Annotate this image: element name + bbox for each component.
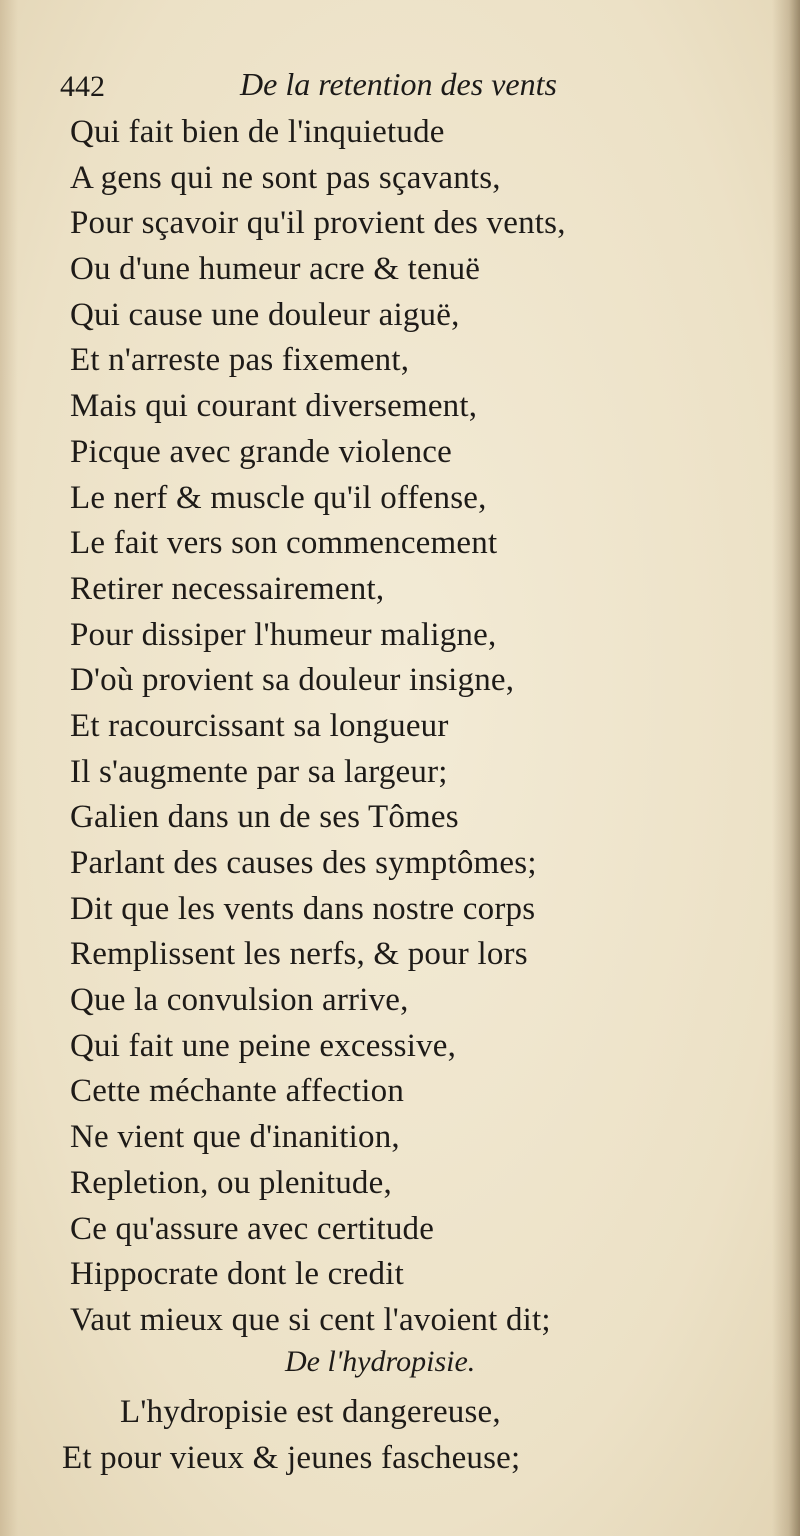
verse-line: Qui cause une douleur aiguë, [70, 296, 460, 333]
page-gutter-shadow [772, 0, 800, 1536]
verse-line: Pour dissiper l'humeur maligne, [70, 616, 497, 653]
verse-line: D'où provient sa douleur insigne, [70, 662, 515, 699]
verse-line: Le nerf & muscle qu'il offense, [70, 479, 487, 516]
verse-line: Il s'augmente par sa largeur; [70, 753, 448, 790]
running-head: De la retention des vents [240, 66, 557, 102]
verse-line: A gens qui ne sont pas sçavants, [70, 159, 501, 196]
verse-line: Remplissent les nerfs, & pour lors [70, 936, 528, 973]
page-number: 442 [60, 70, 105, 103]
page-left-edge [0, 0, 18, 1536]
verse-line: Parlant des causes des symptômes; [70, 845, 537, 881]
page-header [60, 62, 680, 112]
verse-block [70, 110, 750, 1344]
verse-line: Ne vient que d'inanition, [70, 1119, 400, 1156]
verse-line: Pour sçavoir qu'il provient des vents, [70, 205, 566, 242]
verse-line: Ou d'une humeur acre & tenuë [70, 251, 481, 288]
verse-line: L'hydropisie est dangereuse, [120, 1394, 501, 1430]
verse-line: Ce qu'assure avec certitude [70, 1210, 435, 1247]
verse-line: Mais qui courant diversement, [70, 388, 478, 425]
verse-line: Le fait vers son commencement [70, 525, 498, 562]
verse-line: Qui fait bien de l'inquietude [70, 114, 445, 150]
verse-line: Cette méchante affection [70, 1073, 405, 1110]
section-title: De l'hydropisie. [285, 1345, 476, 1378]
verse-line: Dit que les vents dans nostre corps [70, 890, 536, 927]
verse-line: Hippocrate dont le credit [70, 1256, 404, 1293]
verse-line: Qui fait une peine excessive, [70, 1027, 457, 1064]
verse-line: Retirer necessairement, [70, 570, 385, 607]
section-verse-block [62, 1390, 742, 1481]
verse-line: Picque avec grande violence [70, 433, 452, 470]
verse-line: Galien dans un de ses Tômes [70, 799, 459, 836]
verse-line: Que la convulsion arrive, [70, 982, 409, 1019]
verse-line: Et pour vieux & jeunes fascheuse; [62, 1439, 521, 1476]
verse-line: Et n'arreste pas fixement, [70, 342, 410, 379]
verse-line: Et racourcissant sa longueur [70, 707, 449, 744]
verse-line: Vaut mieux que si cent l'avoient dit; [70, 1301, 551, 1338]
verse-line: Repletion, ou plenitude, [70, 1164, 392, 1201]
